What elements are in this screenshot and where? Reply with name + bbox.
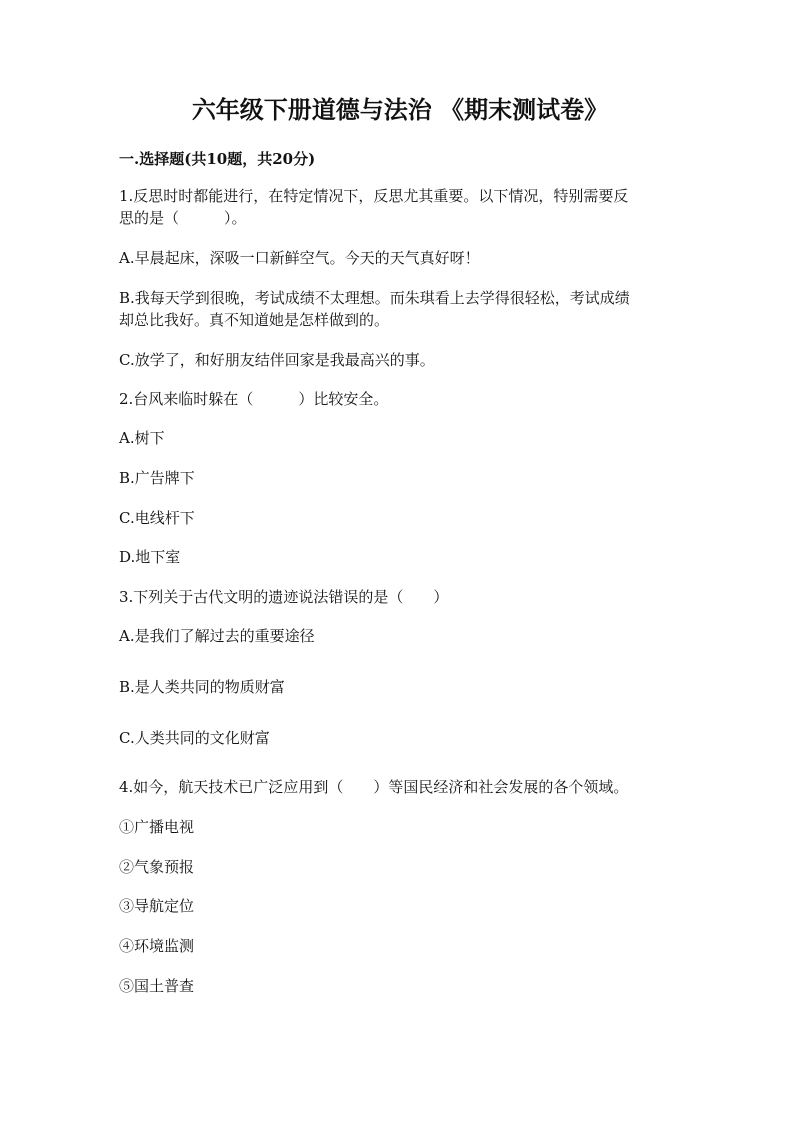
question-1-option-c: C.放学了，和好朋友结伴回家是我最高兴的事。: [119, 351, 435, 369]
question-4-item-5: ⑤国土普查: [119, 977, 195, 995]
question-1-stem-line-2: 思的是（ ）。: [119, 209, 247, 227]
question-3-stem: 3.下列关于古代文明的遗迹说法错误的是（ ）: [119, 588, 449, 606]
question-3-option-b: B.是人类共同的物质财富: [119, 678, 285, 696]
question-4-stem: 4.如今，航天技术已广泛应用到（ ）等国民经济和社会发展的各个领域。: [119, 778, 629, 796]
section-heading: 一.选择题(共10题，共20分): [119, 150, 316, 168]
question-2-option-a: A.树下: [119, 429, 165, 447]
question-4-item-1: ①广播电视: [119, 818, 195, 836]
question-2-option-d: D.地下室: [119, 548, 181, 566]
question-3-option-c: C.人类共同的文化财富: [119, 729, 270, 747]
question-4-item-2: ②气象预报: [119, 858, 195, 876]
question-1-stem-line-1: 1.反思时时都能进行，在特定情况下，反思尤其重要。以下情况，特别需要反: [119, 187, 629, 205]
page-title: 六年级下册道德与法治 《期末测试卷》: [191, 95, 609, 124]
question-2-option-b: B.广告牌下: [119, 469, 195, 487]
question-2-stem: 2.台风来临时躲在（ ）比较安全。: [119, 390, 389, 408]
question-1-option-a: A.早晨起床，深吸一口新鲜空气。今天的天气真好呀！: [119, 249, 480, 267]
question-4-item-4: ④环境监测: [119, 937, 195, 955]
question-2-option-c: C.电线杆下: [119, 509, 195, 527]
question-1-option-b-line-1: B.我每天学到很晚，考试成绩不太理想。而朱琪看上去学得很轻松，考试成绩: [119, 289, 630, 307]
question-3-option-a: A.是我们了解过去的重要途径: [119, 627, 315, 645]
question-1-option-b-line-2: 却总比我好。真不知道她是怎样做到的。: [119, 311, 390, 329]
question-4-item-3: ③导航定位: [119, 897, 195, 915]
